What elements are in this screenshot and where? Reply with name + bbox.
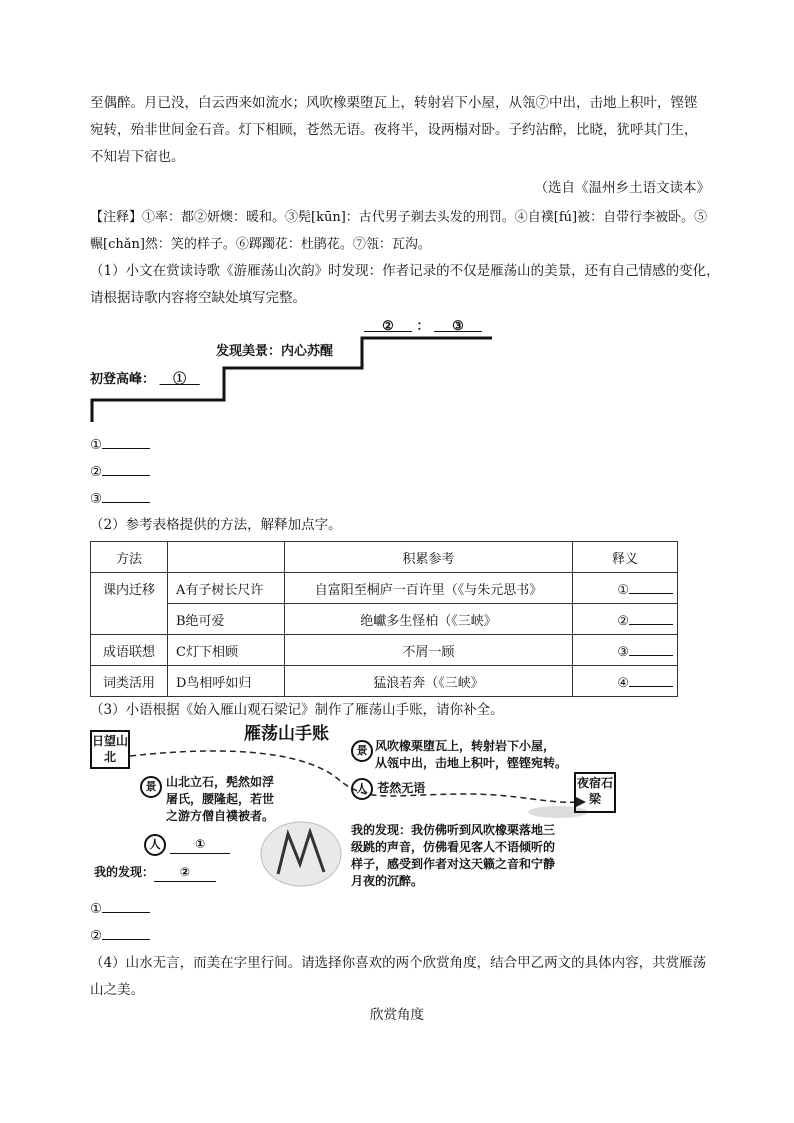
table-row [91,666,678,697]
table-row [91,635,678,666]
row-item: D鸟相呼如归 [168,666,285,697]
notes-line-1: 【注释】①率：都②妍燠：暖和。③髡[kūn]：古代男子剃去头发的刑罚。④自襆[fú]被：自带行李被卧。⑤ [90,210,708,225]
jing-icon: 景 [140,776,162,798]
angle-title: 欣赏角度 [370,1007,424,1023]
row-method: 课内迁移 [91,573,168,635]
row-item: B绝可爱 [168,604,285,635]
step3-blank-b[interactable]: ③ [452,319,464,334]
table-header-row [91,542,678,573]
stair-diagram [90,318,510,428]
row-ref: 自富阳至桐庐一百许里（《与朱元思书》 [285,573,573,604]
row-method: 成语联想 [91,635,168,666]
row-ref: 猛浪若奔（《三峡》 [285,666,573,697]
right-discovery: 我的发现：我仿佛听到风吹橡栗落地三 级跳的声音，仿佛看见客人不语倾听的 样子，感受到作者对这天籁之音和宁静 月夜的沉醉。 [351,823,556,888]
handbook-illustration [88,724,628,892]
row-ref: 不屑一顾 [285,635,573,666]
q1-answer-1[interactable]: ① [90,434,150,455]
left-person[interactable]: 人 ① [144,834,230,856]
passage-line-3: 不知岩下宿也。 [90,149,185,165]
notes-line-2: 冁[chǎn]然：笑的样子。⑥踯躅花：杜鹃花。⑦瓴：瓦沟。 [90,237,431,252]
row-method: 词类活用 [91,666,168,697]
right-person: 人 苍然无语 [351,778,425,800]
box-left: 日望山北 [90,730,130,769]
ren-icon: 人 [351,778,373,800]
row-answer[interactable]: ② [573,604,678,635]
q2-stem: （2）参考表格提供的方法，解释加点字。 [90,517,342,533]
row-answer[interactable]: ④ [573,666,678,697]
jing-icon: 景 [351,740,373,762]
right-scene-text: 风吹橡栗堕瓦上，转射岩下小屋， 从瓴中出，击地上积叶，铿铿宛转。 [375,739,568,770]
q4-stem-2: 山之美。 [90,982,144,998]
step1-blank[interactable]: ① [173,372,187,387]
q1-answer-2[interactable]: ② [90,461,150,482]
row-item: A有子树长尺许 [168,573,285,604]
row-answer[interactable]: ③ [573,635,678,666]
q1-stem-2: 请根据诗歌内容将空缺处填写完整。 [90,290,306,306]
row-answer[interactable]: ① [573,573,678,604]
step3-blank-a[interactable]: ② [382,319,394,334]
passage-line-1: 至偶醉。月已没，白云西来如流水；风吹橡栗堕瓦上，转射岩下小屋，从瓴⑦中出，击地上积叶，铿铿 [90,95,698,111]
left-scene [140,774,274,825]
left-discovery[interactable]: 我的发现： ② [94,864,216,882]
box-right: 夜宿石梁 [574,772,616,813]
step2-label: 发现美景：内心苏醒 [216,344,334,359]
annotations [90,204,710,258]
q1-stem-1: （1）小文在赏读诗歌《游雁荡山次韵》时发现：作者记录的不仅是雁荡山的美景，还有自己情感的变化， [90,263,720,279]
row-item: C灯下相顾 [168,635,285,666]
passage-line-2: 宛转，殆非世间金石音。灯下相顾，苍然无语。夜将半，设两榻对卧。子约沾醉，比晓，犹呼其门生， [90,122,698,138]
q3-answer-1[interactable]: ① [90,898,150,919]
ren-icon: 人 [144,834,166,856]
method-table [90,541,678,697]
header-ref: 积累参考 [285,542,573,573]
q3-stem: （3）小语根据《始入雁山观石梁记》制作了雁荡山手账，请你补全。 [90,702,504,718]
q4-stem-1: （4）山水无言，而美在字里行间。请选择你喜欢的两个欣赏角度，结合甲乙两文的具体内容，共赏雁荡 [90,955,707,971]
left-scene-text: 山北立石，髡然如浮 屠氏，腰隆起，若世 之游方僧自襆被者。 [166,775,275,823]
step3-colon: ： [416,319,430,334]
q3-answer-2[interactable]: ② [90,925,150,946]
header-item [168,542,285,573]
source-citation: （选自《温州乡土语文读本》 [534,180,710,196]
header-method: 方法 [91,542,168,573]
q1-answer-3[interactable]: ③ [90,488,150,509]
table-row [91,573,678,604]
step1-label: 初登高峰： [90,372,156,387]
table-row [91,604,678,635]
row-ref: 绝巘多生怪柏（《三峡》 [285,604,573,635]
header-meaning: 释义 [573,542,678,573]
handbook-title: 雁荡山手账 [244,724,329,744]
right-scene [351,738,567,772]
